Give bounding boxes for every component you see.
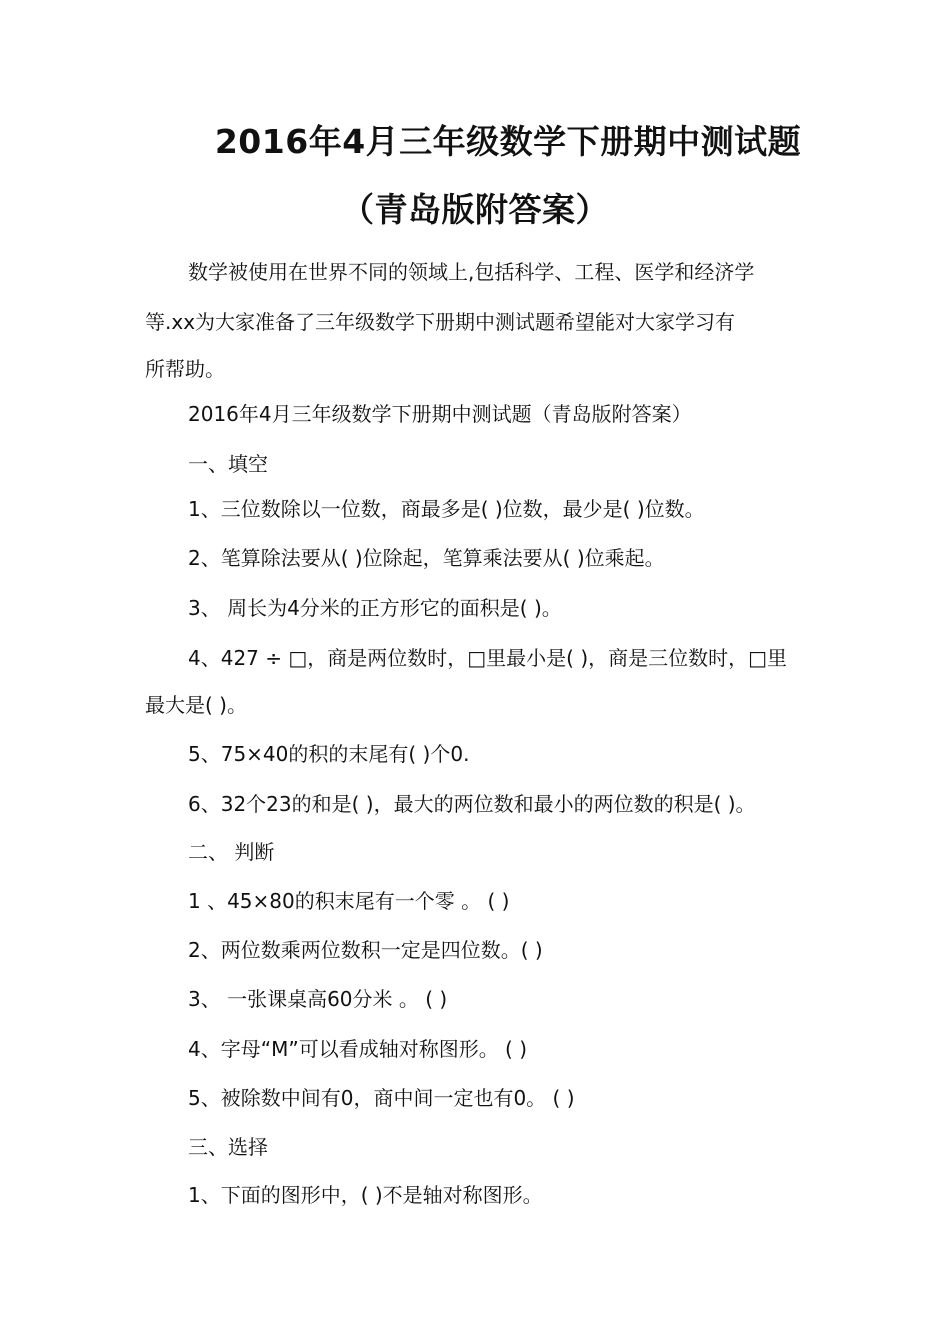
section-heading-fill: 一、填空: [188, 452, 268, 476]
judge-question-4: 4、字母“M”可以看成轴对称图形。 ( ): [188, 1037, 528, 1061]
judge-question-3: 3、 一张课桌高60分米 。 ( ): [188, 987, 448, 1011]
fill-question-3: 3、 周长为4分米的正方形它的面积是( )。: [188, 596, 562, 620]
document-title: 2016年4月三年级数学下册期中测试题: [214, 122, 802, 161]
fill-question-5: 5、75×40的积的末尾有( )个0.: [188, 742, 470, 766]
intro-line-1: 数学被使用在世界不同的领域上,包括科学、工程、医学和经济学: [188, 260, 755, 284]
section-heading-choice: 三、选择: [188, 1135, 268, 1159]
document-title-subline: （青岛版附答案）: [341, 190, 609, 229]
judge-question-2: 2、两位数乘两位数积一定是四位数。( ): [188, 938, 543, 962]
fill-question-2: 2、笔算除法要从( )位除起，笔算乘法要从( )位乘起。: [188, 546, 665, 570]
repeat-title: 2016年4月三年级数学下册期中测试题（青岛版附答案）: [188, 402, 692, 426]
fill-question-4: 4、427 ÷ □，商是两位数时，□里最小是( )，商是三位数时，□里: [188, 646, 788, 670]
fill-question-4-cont: 最大是( )。: [145, 693, 247, 717]
judge-question-5: 5、被除数中间有0，商中间一定也有0。 ( ): [188, 1086, 575, 1110]
section-heading-judge: 二、 判断: [188, 840, 275, 864]
intro-line-3: 所帮助。: [145, 357, 225, 381]
fill-question-6: 6、32个23的和是( )，最大的两位数和最小的两位数的积是( )。: [188, 792, 756, 816]
fill-question-1: 1、三位数除以一位数，商最多是( )位数，最少是( )位数。: [188, 497, 705, 521]
choice-question-1: 1、下面的图形中，( )不是轴对称图形。: [188, 1183, 543, 1207]
intro-line-2: 等.xx为大家准备了三年级数学下册期中测试题希望能对大家学习有: [145, 310, 736, 334]
judge-question-1: 1 、45×80的积末尾有一个零 。 ( ): [188, 889, 510, 913]
